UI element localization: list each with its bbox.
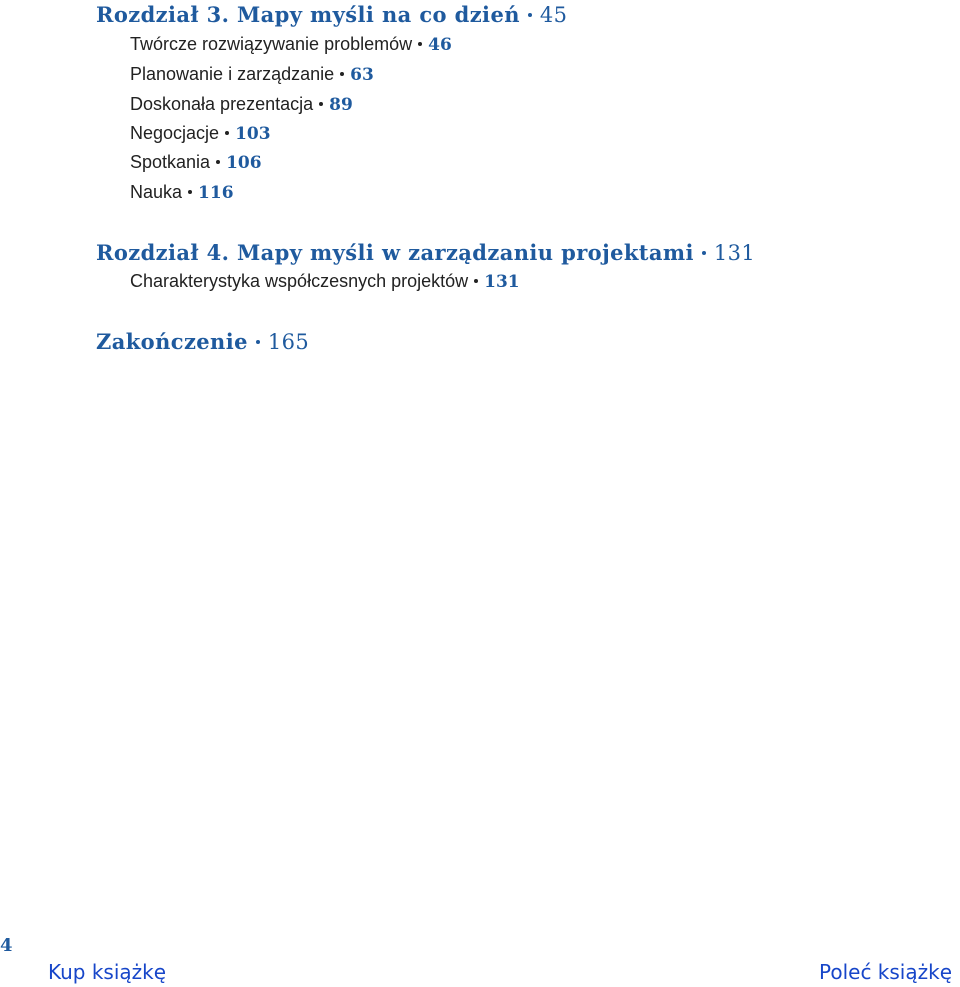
toc-entry[interactable] <box>130 271 520 292</box>
chapter-3-heading[interactable] <box>96 2 567 27</box>
page-number-ref: 106 <box>226 153 262 173</box>
page-number-ref: 131 <box>713 241 756 265</box>
buy-book-link[interactable]: Kup książkę <box>48 960 167 984</box>
conclusion-heading[interactable] <box>96 329 309 354</box>
toc-entry[interactable] <box>130 152 262 173</box>
chapter-title: Rozdział 4. Mapy myśli w zarządzaniu projektami <box>96 240 694 265</box>
entry-title: Twórcze rozwiązywanie problemów <box>130 34 413 54</box>
page-number-ref: 89 <box>329 95 353 115</box>
bullet-separator <box>216 160 220 164</box>
page-number-ref: 46 <box>428 35 452 55</box>
recommend-book-link[interactable]: Poleć książkę <box>819 960 952 984</box>
entry-title: Planowanie i zarządzanie <box>130 64 335 84</box>
toc-entry[interactable] <box>130 123 271 144</box>
toc-entry[interactable] <box>130 94 353 115</box>
chapter-title: Zakończenie <box>96 329 248 354</box>
toc-entry[interactable] <box>130 182 234 203</box>
bullet-separator <box>225 131 229 135</box>
toc-entry[interactable] <box>130 34 452 55</box>
page-number-ref: 63 <box>350 65 374 85</box>
page-number-ref: 131 <box>484 272 520 292</box>
toc-entry[interactable] <box>130 64 374 85</box>
bullet-separator <box>418 42 422 46</box>
entry-title: Doskonała prezentacja <box>130 94 314 114</box>
bullet-separator <box>256 340 260 344</box>
bullet-separator <box>340 72 344 76</box>
chapter-title: Rozdział 3. Mapy myśli na co dzień <box>96 2 520 27</box>
chapter-4-heading[interactable] <box>96 240 755 265</box>
page-number-ref: 165 <box>267 330 310 354</box>
bullet-separator <box>528 13 532 17</box>
entry-title: Negocjacje <box>130 123 220 143</box>
page-number-ref: 45 <box>539 3 568 27</box>
entry-title: Spotkania <box>130 152 211 172</box>
bullet-separator <box>474 279 478 283</box>
page-number-ref: 103 <box>235 124 271 144</box>
page-number-ref: 116 <box>198 183 234 203</box>
entry-title: Charakterystyka współczesnych projektów <box>130 271 469 291</box>
entry-title: Nauka <box>130 182 183 202</box>
bullet-separator <box>319 102 323 106</box>
page-number: 4 <box>0 935 13 956</box>
bullet-separator <box>188 190 192 194</box>
bullet-separator <box>702 251 706 255</box>
